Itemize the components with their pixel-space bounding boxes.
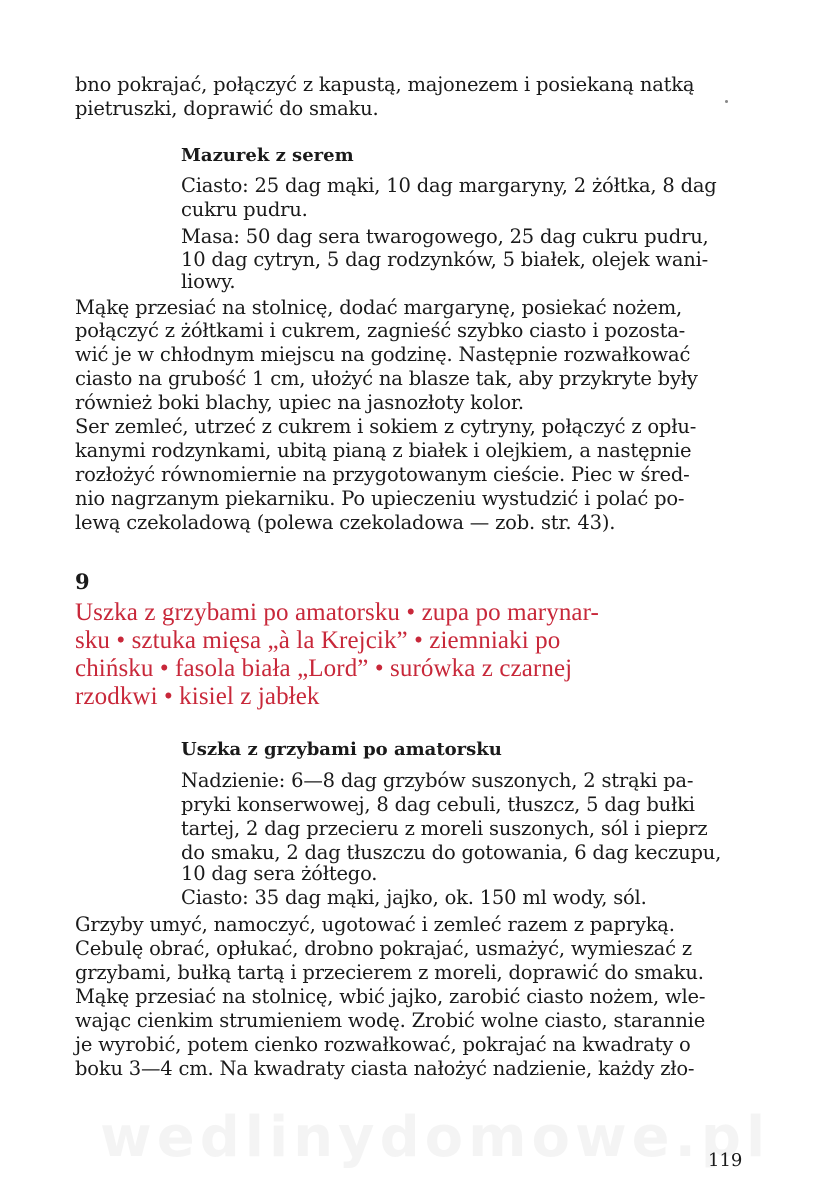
menu-line: chińsku • fasola biała „Lord” • surówka z czarnej xyxy=(75,655,573,682)
method-line: rozłożyć równomiernie na przygotowanym cieście. Piec w śred- xyxy=(75,463,690,486)
watermark xyxy=(100,1105,770,1170)
method-line: ciasto na grubość 1 cm, ułożyć na blasze tak, aby przykryte były xyxy=(75,367,698,390)
recipe-title: Uszka z grzybami po amatorsku xyxy=(181,739,502,760)
ingredient-line: Ciasto: 35 dag mąki, jajko, ok. 150 ml wody, sól. xyxy=(181,886,647,909)
menu-line: Uszka z grzybami po amatorsku • zupa po marynar- xyxy=(75,599,599,626)
ingredient-line: Ciasto: 25 dag mąki, 10 dag margaryny, 2 żółtka, 8 dag xyxy=(181,174,717,197)
method-line: połączyć z żółtkami i cukrem, zagnieść szybko ciasto i pozosta- xyxy=(75,319,686,342)
ingredient-line: Nadzienie: 6—8 dag grzybów suszonych, 2 strąki pa- xyxy=(181,769,694,792)
recipe-title: Mazurek z serem xyxy=(181,145,354,166)
intro-line: bno pokrajać, połączyć z kapustą, majonezem i posiekaną natką xyxy=(75,73,695,96)
ingredient-line: tartej, 2 dag przecieru z moreli suszonych, sól i pieprz xyxy=(181,817,708,840)
method-line: Ser zemleć, utrzeć z cukrem i sokiem z cytryny, połączyć z opłu- xyxy=(75,415,697,438)
page-number: 119 xyxy=(708,1150,743,1171)
speck-dot xyxy=(725,100,728,103)
ingredient-line: Masa: 50 dag sera twarogowego, 25 dag cukru pudru, xyxy=(181,225,709,248)
method-line: grzybami, bułką tartą i przecierem z moreli, doprawić do smaku. xyxy=(75,961,704,984)
menu-line: rzodkwi • kisiel z jabłek xyxy=(75,683,320,710)
method-line: lewą czekoladową (polewa czekoladowa — zob. str. 43). xyxy=(75,511,616,534)
method-line: nio nagrzanym piekarniku. Po upieczeniu wystudzić i polać po- xyxy=(75,487,685,510)
ingredient-line: cukru pudru. xyxy=(181,198,308,221)
ingredient-line: liowy. xyxy=(181,270,236,293)
method-line: Grzyby umyć, namoczyć, ugotować i zemleć razem z papryką. xyxy=(75,913,675,936)
method-line: Mąkę przesiać na stolnicę, dodać margarynę, posiekać nożem, xyxy=(75,296,683,319)
menu-line: sku • sztuka mięsa „à la Krejcik” • ziemniaki po xyxy=(75,627,561,654)
method-line: wając cienkim strumieniem wodę. Zrobić wolne ciasto, starannie xyxy=(75,1009,706,1032)
ingredient-line: do smaku, 2 dag tłuszczu do gotowania, 6 dag keczupu, xyxy=(181,841,722,864)
ingredient-line: 10 dag sera żółtego. xyxy=(181,862,378,885)
chapter-number: 9 xyxy=(75,569,90,594)
method-line: boku 3—4 cm. Na kwadraty ciasta nałożyć nadzienie, każdy zło- xyxy=(75,1057,695,1080)
ingredient-line: pryki konserwowej, 8 dag cebuli, tłuszcz, 5 dag bułki xyxy=(181,793,695,816)
method-line: wić je w chłodnym miejscu na godzinę. Następnie rozwałkować xyxy=(75,343,691,366)
method-line: Cebulę obrać, opłukać, drobno pokrajać, usmażyć, wymieszać z xyxy=(75,937,692,960)
method-line: Mąkę przesiać na stolnicę, wbić jajko, zarobić ciasto nożem, wle- xyxy=(75,985,706,1008)
intro-line: pietruszki, doprawić do smaku. xyxy=(75,97,379,120)
method-line: je wyrobić, potem cienko rozwałkować, pokrajać na kwadraty o xyxy=(75,1033,691,1056)
method-line: również boki blachy, upiec na jasnozłoty kolor. xyxy=(75,391,524,414)
method-line: kanymi rodzynkami, ubitą pianą z białek i olejkiem, a następnie xyxy=(75,439,692,462)
ingredient-line: 10 dag cytryn, 5 dag rodzynków, 5 białek, olejek wani- xyxy=(181,248,709,271)
